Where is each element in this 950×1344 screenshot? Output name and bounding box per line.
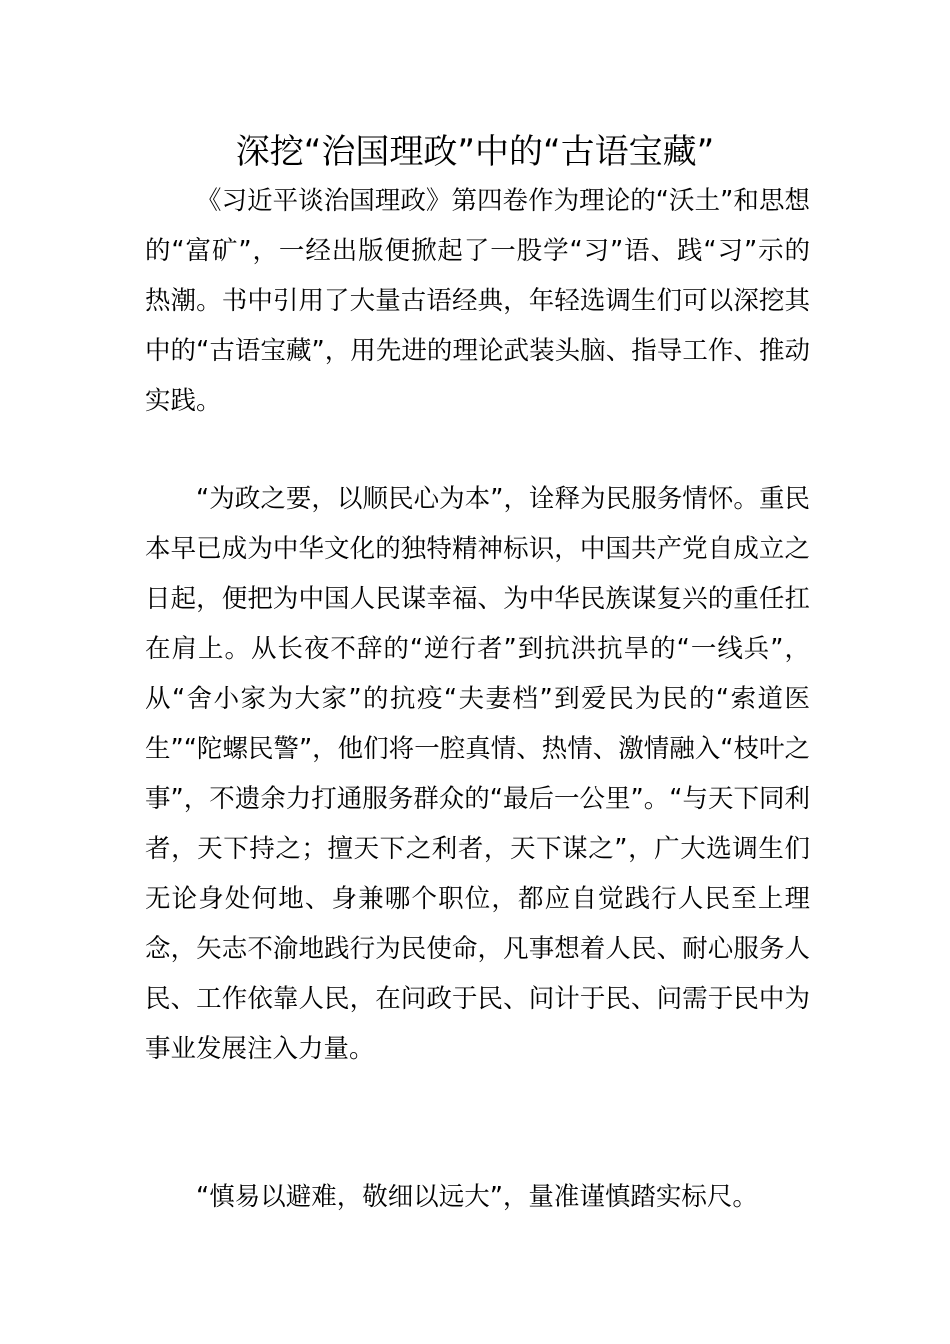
paragraph-prudence: “慎易以避难，敬细以远大”，量准谨慎踏实标尺。 <box>196 1182 758 1212</box>
paragraph-intro: 《习近平谈治国理政》第四卷作为理论的“沃土”和思想的“富矿”，一经出版便掀起了一股学“习”语、践“习”示的热潮。书中引用了大量古语经典，年轻选调生们可以深挖其中的“古语宝藏”，用先进的理论武装头脑、指导工作、推动实践。 <box>145 186 810 416</box>
paragraph-people-first: “为政之要，以顺民心为本”，诠释为民服务情怀。重民本早已成为中华文化的独特精神标识，中国共产党自成立之日起，便把为中国人民谋幸福、为中华民族谋复兴的重任扛在肩上。从长夜不辞的“逆行者”到抗洪抗旱的“一线兵”，从“舍小家为大家”的抗疫“夫妻档”到爱民为民的“索道医生”“陀螺民警”，他们将一腔真情、热情、激情融入“枝叶之事”，不遗余力打通服务群众的“最后一公里”。“与天下同利者，天下持之；擅天下之利者，天下谋之”，广大选调生们无论身处何地、身兼哪个职位，都应自觉践行人民至上理念，矢志不渝地践行为民使命，凡事想着人民、耐心服务人民、工作依靠人民，在问政于民、问计于民、问需于民中为事业发展注入力量。 <box>145 484 810 1064</box>
document-title: 深挖“治国理政”中的“古语宝藏” <box>235 132 715 172</box>
